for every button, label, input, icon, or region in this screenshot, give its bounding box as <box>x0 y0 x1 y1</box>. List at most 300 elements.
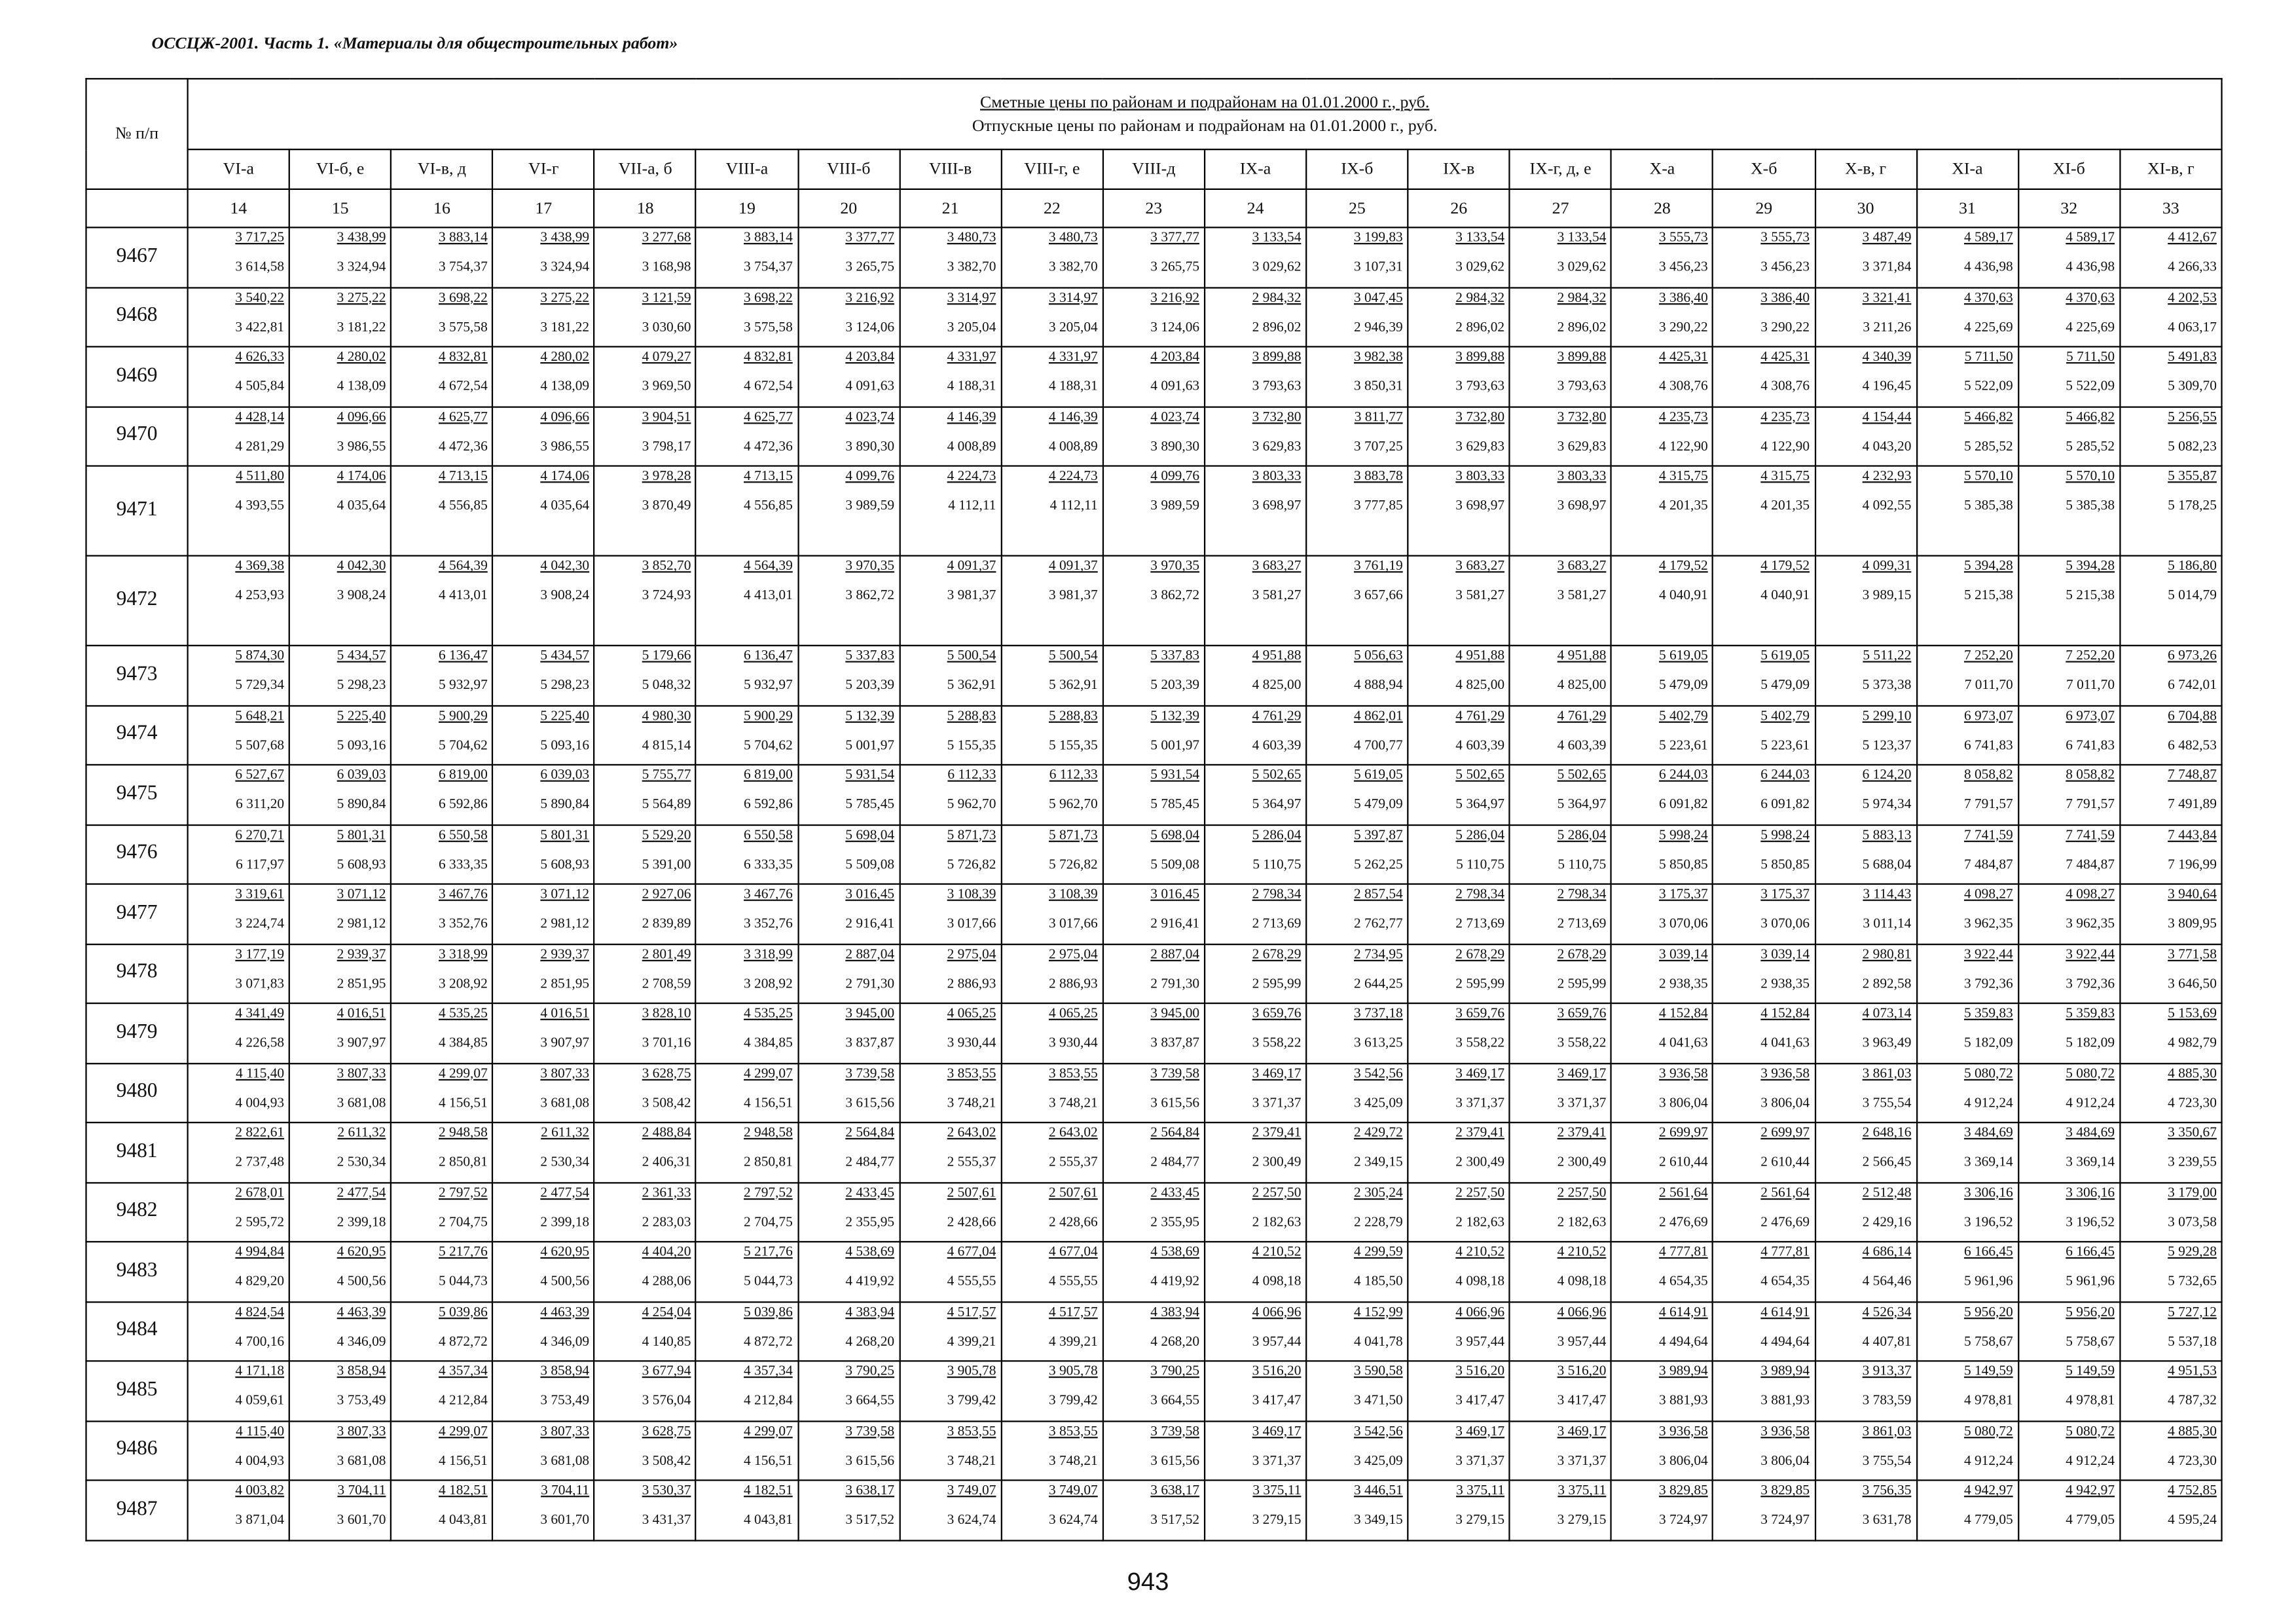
release-price: 6 482,53 <box>2168 738 2217 753</box>
price-cell <box>900 1003 1001 1063</box>
price-cell <box>900 346 1001 406</box>
district-header: VII-а, б <box>594 149 696 189</box>
release-price: 5 223,61 <box>1760 738 1810 753</box>
release-price: 4 982,79 <box>2168 1036 2217 1052</box>
release-price: 3 456,23 <box>1760 260 1810 276</box>
price-cell <box>391 1182 492 1242</box>
release-price: 4 281,29 <box>235 439 285 454</box>
release-price: 5 044,73 <box>439 1274 488 1290</box>
estimated-price: 3 936,58 <box>1658 1066 1708 1082</box>
price-cell <box>2018 1420 2120 1480</box>
price-cell <box>1103 884 1205 944</box>
estimated-price: 5 698,04 <box>1150 828 1200 843</box>
price-cell <box>1611 556 1713 646</box>
release-price: 5 182,09 <box>2066 1036 2115 1052</box>
column-number: 30 <box>1815 189 1916 227</box>
price-cell <box>493 287 594 346</box>
release-price: 2 355,95 <box>1150 1215 1200 1230</box>
price-cell <box>1306 406 1408 466</box>
price-cell <box>2120 944 2222 1003</box>
estimated-price: 5 225,40 <box>337 709 386 724</box>
estimated-price: 3 016,45 <box>1150 887 1200 903</box>
estimated-price: 4 182,51 <box>439 1484 488 1499</box>
row-number: 9475 <box>86 765 188 824</box>
estimated-price: 4 885,30 <box>2168 1424 2217 1439</box>
release-price: 3 989,15 <box>1862 589 1912 604</box>
release-price: 2 399,18 <box>337 1215 386 1230</box>
price-cell <box>2120 466 2222 556</box>
price-cell <box>1510 227 1611 287</box>
release-price: 3 681,08 <box>540 1453 590 1469</box>
price-cell <box>1205 824 1306 884</box>
estimated-price: 2 734,95 <box>1353 947 1403 963</box>
column-number: 29 <box>1713 189 1815 227</box>
release-price: 4 346,09 <box>337 1334 386 1350</box>
price-cell <box>798 1420 900 1480</box>
price-cell <box>1510 466 1611 556</box>
price-cell <box>798 466 900 556</box>
estimated-price: 2 678,29 <box>1252 947 1302 963</box>
estimated-price: 4 526,34 <box>1862 1304 1912 1320</box>
release-price: 3 809,95 <box>2168 917 2217 932</box>
release-price: 5 704,62 <box>743 738 793 753</box>
release-price: 3 850,31 <box>1353 380 1403 395</box>
price-cell <box>1510 1361 1611 1420</box>
price-cell <box>289 466 391 556</box>
release-price: 3 615,56 <box>1150 1096 1200 1111</box>
row-number: 9476 <box>86 824 188 884</box>
release-price: 5 509,08 <box>845 857 895 872</box>
district-header: X-б <box>1713 149 1815 189</box>
estimated-price: 3 807,33 <box>337 1066 386 1082</box>
price-cell <box>2120 227 2222 287</box>
district-header: XI-б <box>2018 149 2120 189</box>
price-cell <box>1306 556 1408 646</box>
price-cell <box>594 884 696 944</box>
price-cell <box>1408 884 1510 944</box>
estimated-price: 3 628,75 <box>642 1066 691 1082</box>
release-price: 2 981,12 <box>540 917 590 932</box>
estimated-price: 3 467,76 <box>439 887 488 903</box>
release-price: 4 672,54 <box>439 380 488 395</box>
price-cell <box>1306 944 1408 1003</box>
table-row <box>86 765 2222 824</box>
price-cell <box>2018 1301 2120 1361</box>
price-cell <box>188 466 289 556</box>
estimated-price: 2 648,16 <box>1862 1126 1912 1141</box>
release-price: 5 110,75 <box>1456 857 1505 872</box>
release-price: 3 754,37 <box>743 260 793 276</box>
price-cell <box>2120 765 2222 824</box>
estimated-price: 3 936,58 <box>1760 1424 1810 1439</box>
price-cell <box>1713 406 1815 466</box>
price-cell <box>1916 765 2018 824</box>
estimated-price: 3 978,28 <box>642 470 691 485</box>
price-cell <box>1510 1122 1611 1182</box>
price-cell <box>1611 1003 1713 1063</box>
release-price: 3 753,49 <box>540 1393 590 1409</box>
release-price: 2 228,79 <box>1353 1215 1403 1230</box>
release-price: 4 779,05 <box>1963 1513 2013 1528</box>
price-cell <box>1306 1003 1408 1063</box>
estimated-price: 5 871,73 <box>947 828 996 843</box>
price-cell <box>1306 884 1408 944</box>
release-price: 7 484,87 <box>2066 857 2115 872</box>
estimated-price: 4 370,63 <box>2066 290 2115 306</box>
release-price: 5 537,18 <box>2168 1334 2217 1350</box>
price-cell <box>1510 346 1611 406</box>
estimated-price: 3 321,41 <box>1862 290 1912 306</box>
price-cell <box>1713 287 1815 346</box>
price-cell <box>1713 1122 1815 1182</box>
price-cell <box>798 287 900 346</box>
estimated-price: 3 803,33 <box>1252 470 1302 485</box>
release-price: 3 456,23 <box>1658 260 1708 276</box>
price-cell <box>1306 705 1408 765</box>
release-price: 2 896,02 <box>1557 320 1607 335</box>
price-cell <box>289 406 391 466</box>
estimated-price: 4 066,96 <box>1557 1304 1607 1320</box>
estimated-price: 3 970,35 <box>845 559 895 574</box>
row-number: 9478 <box>86 944 188 1003</box>
estimated-price: 4 023,74 <box>1150 410 1200 425</box>
estimated-price: 3 899,88 <box>1252 350 1302 365</box>
estimated-price: 3 761,19 <box>1353 559 1403 574</box>
estimated-price: 4 357,34 <box>439 1364 488 1380</box>
estimated-price: 4 096,66 <box>540 410 590 425</box>
release-price: 3 265,75 <box>845 260 895 276</box>
release-price: 5 182,09 <box>1963 1036 2013 1052</box>
price-cell <box>391 1122 492 1182</box>
release-price: 4 140,85 <box>642 1334 691 1350</box>
estimated-price: 4 154,44 <box>1862 410 1912 425</box>
release-price: 2 610,44 <box>1760 1155 1810 1171</box>
release-price: 2 791,30 <box>845 976 895 992</box>
release-price: 4 912,24 <box>2066 1096 2115 1111</box>
release-price: 5 001,97 <box>845 738 895 753</box>
document-header: ОССЦЖ-2001. Часть 1. «Материалы для общестроительных работ» <box>151 35 678 53</box>
estimated-price: 3 739,58 <box>1150 1066 1200 1082</box>
price-cell <box>1103 227 1205 287</box>
price-cell <box>1815 884 1916 944</box>
estimated-price: 2 678,29 <box>1455 947 1505 963</box>
release-price: 4 399,21 <box>1048 1334 1098 1350</box>
release-price: 4 138,09 <box>337 380 386 395</box>
price-cell <box>798 1003 900 1063</box>
estimated-price: 4 042,30 <box>540 559 590 574</box>
price-cell <box>2120 705 2222 765</box>
price-cell <box>188 1420 289 1480</box>
price-cell <box>1306 287 1408 346</box>
release-price: 4 603,39 <box>1455 738 1505 753</box>
price-cell <box>594 765 696 824</box>
estimated-price: 7 252,20 <box>2066 649 2115 664</box>
release-price: 4 723,30 <box>2168 1096 2217 1111</box>
estimated-price: 8 058,82 <box>1963 768 2013 783</box>
price-cell <box>493 406 594 466</box>
release-price: 2 851,95 <box>337 976 386 992</box>
price-cell <box>1916 824 2018 884</box>
estimated-price: 3 739,58 <box>845 1424 895 1439</box>
estimated-price: 3 047,45 <box>1353 290 1403 306</box>
release-price: 2 713,69 <box>1455 917 1505 932</box>
release-price: 4 043,81 <box>439 1513 488 1528</box>
estimated-price: 2 433,45 <box>1150 1185 1200 1201</box>
release-price: 4 912,24 <box>2066 1453 2115 1469</box>
release-price: 7 491,89 <box>2168 798 2217 813</box>
price-cell <box>696 1480 797 1540</box>
price-cell <box>1001 1003 1102 1063</box>
price-cell <box>900 466 1001 556</box>
estimated-price: 4 614,91 <box>1760 1304 1810 1320</box>
release-price: 5 850,85 <box>1658 857 1708 872</box>
estimated-price: 5 466,82 <box>1963 410 2013 425</box>
estimated-price: 4 171,18 <box>235 1364 285 1380</box>
price-cell <box>900 765 1001 824</box>
release-price: 2 896,02 <box>1252 320 1302 335</box>
estimated-price: 2 801,49 <box>642 947 691 963</box>
price-cell <box>1916 1361 2018 1420</box>
release-price: 4 098,18 <box>1455 1274 1505 1290</box>
price-cell <box>2018 1003 2120 1063</box>
price-cell <box>1713 884 1815 944</box>
estimated-price: 3 803,33 <box>1557 470 1607 485</box>
column-number: 25 <box>1306 189 1408 227</box>
estimated-price: 6 112,33 <box>947 768 996 783</box>
release-price: 2 595,99 <box>1252 976 1302 992</box>
estimated-price: 3 108,39 <box>947 887 996 903</box>
release-price: 4 472,36 <box>743 439 793 454</box>
estimated-price: 3 133,54 <box>1455 231 1505 246</box>
release-price: 5 507,68 <box>235 738 285 753</box>
estimated-price: 3 883,14 <box>743 231 793 246</box>
price-cell <box>696 406 797 466</box>
estimated-price: 5 286,04 <box>1252 828 1302 843</box>
estimated-price: 3 989,94 <box>1760 1364 1810 1380</box>
estimated-price: 4 951,88 <box>1252 649 1302 664</box>
price-cell <box>798 406 900 466</box>
estimated-price: 2 433,45 <box>845 1185 895 1201</box>
price-cell <box>1205 944 1306 1003</box>
estimated-price: 5 080,72 <box>2066 1066 2115 1082</box>
price-cell <box>1815 1361 1916 1420</box>
release-price: 3 724,97 <box>1760 1513 1810 1528</box>
price-cell <box>594 556 696 646</box>
release-price: 5 362,91 <box>947 678 996 693</box>
price-cell <box>1611 884 1713 944</box>
estimated-price: 4 210,52 <box>1557 1245 1607 1261</box>
estimated-price: 4 331,97 <box>947 350 996 365</box>
release-price: 5 048,32 <box>642 678 691 693</box>
price-cell <box>1611 944 1713 1003</box>
estimated-price: 5 900,29 <box>743 709 793 724</box>
price-cell <box>1815 705 1916 765</box>
price-cell <box>1510 1301 1611 1361</box>
estimated-price: 2 678,01 <box>235 1185 285 1201</box>
column-number-blank <box>86 189 188 227</box>
estimated-price: 5 080,72 <box>1963 1424 2013 1439</box>
estimated-price: 5 186,80 <box>2168 559 2217 574</box>
price-cell <box>2018 1063 2120 1122</box>
price-cell <box>391 556 492 646</box>
price-cell <box>1815 227 1916 287</box>
release-price: 3 629,83 <box>1455 439 1505 454</box>
release-price: 4 185,50 <box>1353 1274 1403 1290</box>
estimated-price: 4 713,15 <box>439 470 488 485</box>
estimated-price: 3 108,39 <box>1048 887 1098 903</box>
estimated-price: 4 994,84 <box>235 1245 285 1261</box>
price-cell <box>289 1003 391 1063</box>
price-cell <box>493 1242 594 1301</box>
price-cell <box>1815 406 1916 466</box>
price-cell <box>1205 346 1306 406</box>
price-cell <box>188 1003 289 1063</box>
release-price: 2 713,69 <box>1557 917 1607 932</box>
release-price: 5 223,61 <box>1658 738 1708 753</box>
release-price: 5 385,38 <box>1963 499 2013 514</box>
estimated-price: 3 982,38 <box>1353 350 1403 365</box>
estimated-price: 3 936,58 <box>1760 1066 1810 1082</box>
estimated-price: 4 777,81 <box>1760 1245 1810 1261</box>
release-price: 3 707,25 <box>1353 439 1403 454</box>
estimated-price: 4 023,74 <box>845 410 895 425</box>
price-cell <box>900 705 1001 765</box>
release-price: 3 755,54 <box>1862 1453 1912 1469</box>
price-cell <box>1306 346 1408 406</box>
price-cell <box>493 1301 594 1361</box>
estimated-price: 5 619,05 <box>1760 649 1810 664</box>
estimated-price: 2 699,97 <box>1658 1126 1708 1141</box>
release-price: 6 592,86 <box>439 798 488 813</box>
release-price: 4 603,39 <box>1252 738 1302 753</box>
price-cell <box>1205 1182 1306 1242</box>
release-price: 4 059,61 <box>235 1393 285 1409</box>
release-price: 4 098,18 <box>1252 1274 1302 1290</box>
estimated-price: 2 699,97 <box>1760 1126 1810 1141</box>
estimated-price: 4 620,95 <box>540 1245 590 1261</box>
price-cell <box>188 824 289 884</box>
estimated-price: 2 948,58 <box>439 1126 488 1141</box>
release-price: 3 382,70 <box>947 260 996 276</box>
district-header: IX-в <box>1408 149 1510 189</box>
table-row <box>86 1242 2222 1301</box>
release-price: 4 112,11 <box>948 499 996 514</box>
estimated-price: 4 832,81 <box>743 350 793 365</box>
estimated-price: 3 438,99 <box>540 231 590 246</box>
price-cell <box>188 227 289 287</box>
release-price: 2 595,99 <box>1455 976 1505 992</box>
estimated-price: 3 628,75 <box>642 1424 691 1439</box>
release-price: 6 091,82 <box>1760 798 1810 813</box>
estimated-price: 3 883,14 <box>439 231 488 246</box>
district-header: IX-б <box>1306 149 1408 189</box>
release-price: 3 615,56 <box>845 1453 895 1469</box>
release-price: 3 881,93 <box>1658 1393 1708 1409</box>
estimated-price: 4 179,52 <box>1760 559 1810 574</box>
price-cell <box>900 1122 1001 1182</box>
release-price: 7 791,57 <box>1963 798 2013 813</box>
release-price: 3 124,06 <box>845 320 895 335</box>
release-price: 4 122,90 <box>1658 439 1708 454</box>
estimated-price: 4 951,88 <box>1557 649 1607 664</box>
estimated-price: 3 807,33 <box>540 1424 590 1439</box>
estimated-price: 3 133,54 <box>1557 231 1607 246</box>
price-cell <box>594 944 696 1003</box>
estimated-price: 3 386,40 <box>1658 290 1708 306</box>
price-cell <box>2018 227 2120 287</box>
price-cell <box>900 287 1001 346</box>
price-cell <box>391 1480 492 1540</box>
estimated-price: 5 337,83 <box>1150 649 1200 664</box>
price-cell <box>594 1122 696 1182</box>
estimated-price: 4 383,94 <box>1150 1304 1200 1320</box>
estimated-price: 5 871,73 <box>1048 828 1098 843</box>
price-cell <box>1205 287 1306 346</box>
price-cell <box>696 1420 797 1480</box>
estimated-price: 5 511,22 <box>1863 649 1912 664</box>
price-cell <box>1001 1242 1102 1301</box>
estimated-price: 3 704,11 <box>337 1484 386 1499</box>
estimated-price: 5 080,72 <box>2066 1424 2115 1439</box>
release-price: 4 413,01 <box>439 589 488 604</box>
release-price: 4 829,20 <box>235 1274 285 1290</box>
release-price: 4 700,77 <box>1353 738 1403 753</box>
price-cell <box>1306 227 1408 287</box>
estimated-price: 7 443,84 <box>2168 828 2217 843</box>
price-cell <box>1408 346 1510 406</box>
price-cell <box>594 406 696 466</box>
release-price: 4 825,00 <box>1455 678 1505 693</box>
release-price: 4 004,93 <box>235 1096 285 1111</box>
release-price: 3 070,06 <box>1760 917 1810 932</box>
price-cell <box>1916 556 2018 646</box>
price-cell <box>289 1301 391 1361</box>
release-price: 4 407,81 <box>1862 1334 1912 1350</box>
price-cell <box>1815 466 1916 556</box>
price-cell <box>2120 1242 2222 1301</box>
district-header: VIII-г, е <box>1001 149 1102 189</box>
release-price: 2 476,69 <box>1760 1215 1810 1230</box>
estimated-price: 3 739,58 <box>1150 1424 1200 1439</box>
release-price: 3 181,22 <box>337 320 386 335</box>
price-cell <box>1713 765 1815 824</box>
estimated-price: 5 619,05 <box>1658 649 1708 664</box>
estimated-price: 3 377,77 <box>1150 231 1200 246</box>
price-cell <box>1510 884 1611 944</box>
price-cell <box>1001 1122 1102 1182</box>
price-cell <box>1611 1480 1713 1540</box>
estimated-price: 2 512,48 <box>1862 1185 1912 1201</box>
price-cell <box>1611 287 1713 346</box>
estimated-price: 6 166,45 <box>1963 1245 2013 1261</box>
price-cell <box>696 1361 797 1420</box>
estimated-price: 4 224,73 <box>947 470 996 485</box>
release-price: 3 862,72 <box>1150 589 1200 604</box>
price-cell <box>1408 1420 1510 1480</box>
price-cell <box>1611 824 1713 884</box>
estimated-price: 3 179,00 <box>2168 1185 2217 1201</box>
price-cell <box>1916 1182 2018 1242</box>
estimated-price: 4 299,07 <box>439 1066 488 1082</box>
estimated-price: 5 179,66 <box>642 649 691 664</box>
price-cell <box>1611 346 1713 406</box>
estimated-price: 3 861,03 <box>1862 1424 1912 1439</box>
release-price: 4 212,84 <box>743 1393 793 1409</box>
estimated-price: 4 511,80 <box>236 470 285 485</box>
row-number: 9481 <box>86 1122 188 1182</box>
estimated-price: 4 626,33 <box>235 350 285 365</box>
release-price: 3 324,94 <box>337 260 386 276</box>
